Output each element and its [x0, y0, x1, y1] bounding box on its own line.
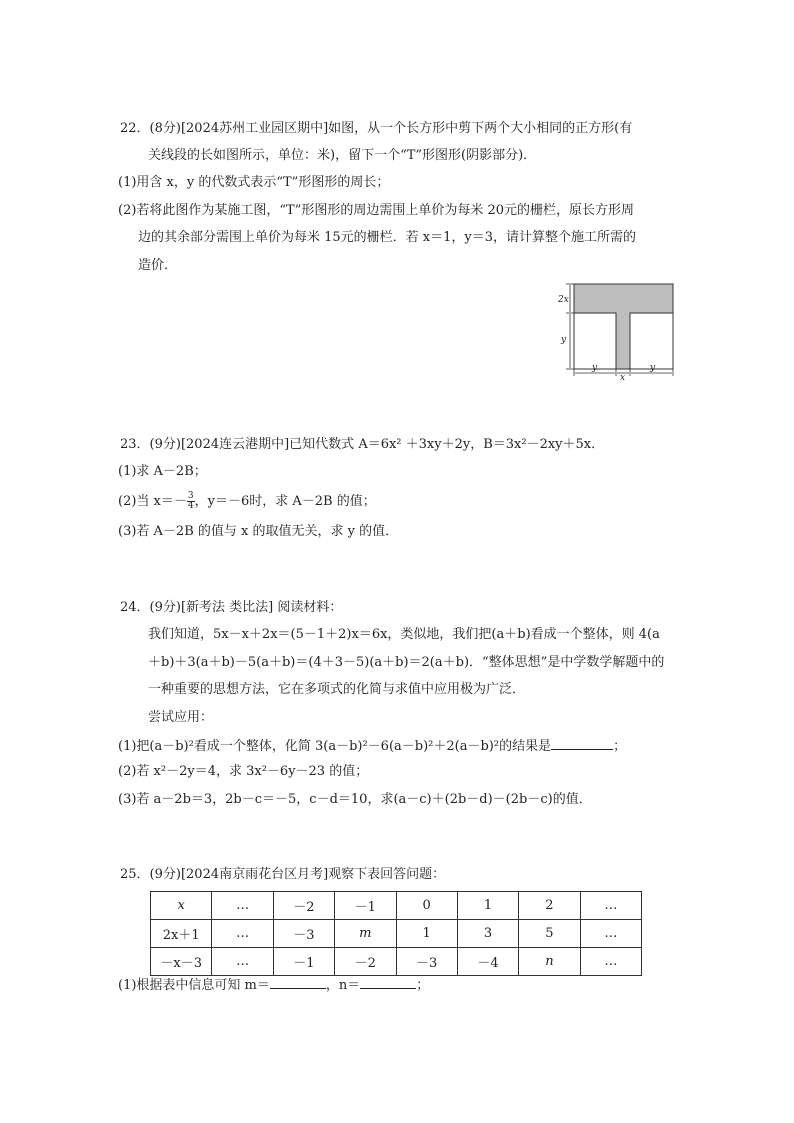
label-y-bottom-left: y — [592, 363, 598, 373]
table-cell: －2 — [273, 892, 334, 920]
table-cell: 2x＋1 — [151, 920, 212, 948]
q24-header: 24．(9分)[新考法 类比法] 阅读材料： — [120, 600, 343, 615]
label-2x: 2x — [558, 295, 569, 305]
table-cell: 1 — [457, 892, 518, 920]
q24-part2: (2)若 x²－2y＝4，求 3x²－6y－23 的值； — [118, 764, 369, 779]
q22-part2-line1: (2)若将此图作为某施工图，“T”形图形的周边需围上单价为每米 20元的栅栏，原长方形周 — [118, 203, 635, 218]
table-cell: … — [212, 948, 273, 976]
table-row — [151, 920, 642, 948]
table-cell: x — [151, 892, 212, 920]
q24-material-line1: 我们知道，5x－x＋2x＝(5－1＋2)x＝6x，类似地，我们把(a＋b)看成一个整体，则 4(a — [148, 627, 660, 642]
table-cell: －2 — [335, 948, 396, 976]
t-shape-shaded — [574, 284, 673, 369]
q25-header: 25．(9分)[2024南京雨花台区月考]观察下表回答问题： — [120, 867, 446, 882]
table-cell: －4 — [457, 948, 518, 976]
table-cell: －x－3 — [151, 948, 212, 976]
q25-value-table — [150, 891, 642, 976]
q22-part2-line2: 边的其余部分需围上单价为每米 15元的栅栏．若 x＝1，y＝3，请计算整个施工所需的 — [138, 230, 637, 245]
table-cell: 2 — [519, 892, 580, 920]
q23-header: 23．(9分)[2024连云港期中]已知代数式 A＝6x² ＋3xy＋2y，B＝3x²－2xy＋5x． — [120, 437, 605, 452]
table-cell: 5 — [519, 920, 580, 948]
table-cell: … — [212, 920, 273, 948]
q25-part1: (1)根据表中信息可知 m＝ ，n＝ ； — [118, 974, 429, 996]
table-cell: －1 — [273, 948, 334, 976]
label-x-bottom: x — [620, 373, 626, 380]
q24-part3: (3)若 a－2b＝3，2b－c＝－5，c－d＝10，求(a－c)＋(2b－d)－(2b－c)的值． — [118, 792, 592, 807]
q22-header: 22．(8分)[2024苏州工业园区期中]如图，从一个长方形中剪下两个大小相同的正方形(有 — [120, 121, 633, 136]
table-row — [151, 948, 642, 976]
table-cell: … — [580, 948, 641, 976]
table-cell: 3 — [457, 920, 518, 948]
q24-material-line2: ＋b)＋3(a＋b)－5(a＋b)＝(4＋3－5)(a＋b)＝2(a＋b)．“整体思想”是中学数学解题中的 — [148, 655, 665, 670]
table-cell: －3 — [396, 948, 457, 976]
table-cell: 1 — [396, 920, 457, 948]
q24-try-label: 尝试应用： — [148, 710, 214, 725]
label-y-bottom-right: y — [650, 363, 656, 373]
table-cell: … — [580, 892, 641, 920]
q22-part1: (1)用含 x，y 的代数式表示“T”形图形的周长； — [118, 175, 390, 190]
fraction-3-4: $\frac{3}{4}$ — [187, 491, 194, 511]
q22-header-cont: 关线段的长如图所示，单位：米)，留下一个“T”形图形(阴影部分)． — [148, 148, 537, 163]
q22-t-shape-figure — [556, 280, 680, 380]
q23-part1: (1)求 A－2B； — [118, 464, 207, 479]
table-cell: n — [519, 948, 580, 976]
table-cell: … — [212, 892, 273, 920]
q24-part1: (1)把(a－b)²看成一个整体，化简 3(a－b)²－6(a－b)²＋2(a－b)²的结果是 ； — [118, 735, 626, 757]
q22-part2-line3: 造价． — [138, 258, 178, 273]
table-cell: … — [580, 920, 641, 948]
q23-part2: (2)当 x＝－ $\frac{3}{4}$ ，y＝－6时，求 A－2B 的值； — [118, 491, 376, 511]
q23-part3: (3)若 A－2B 的值与 x 的取值无关，求 y 的值． — [118, 524, 399, 539]
table-row — [151, 892, 642, 920]
table-cell: m — [335, 920, 396, 948]
label-y-left: y — [561, 335, 567, 345]
table-cell: 0 — [396, 892, 457, 920]
table-cell: －1 — [335, 892, 396, 920]
q24-material-line3: 一种重要的思想方法，它在多项式的化简与求值中应用极为广泛． — [148, 682, 526, 697]
table-cell: －3 — [273, 920, 334, 948]
